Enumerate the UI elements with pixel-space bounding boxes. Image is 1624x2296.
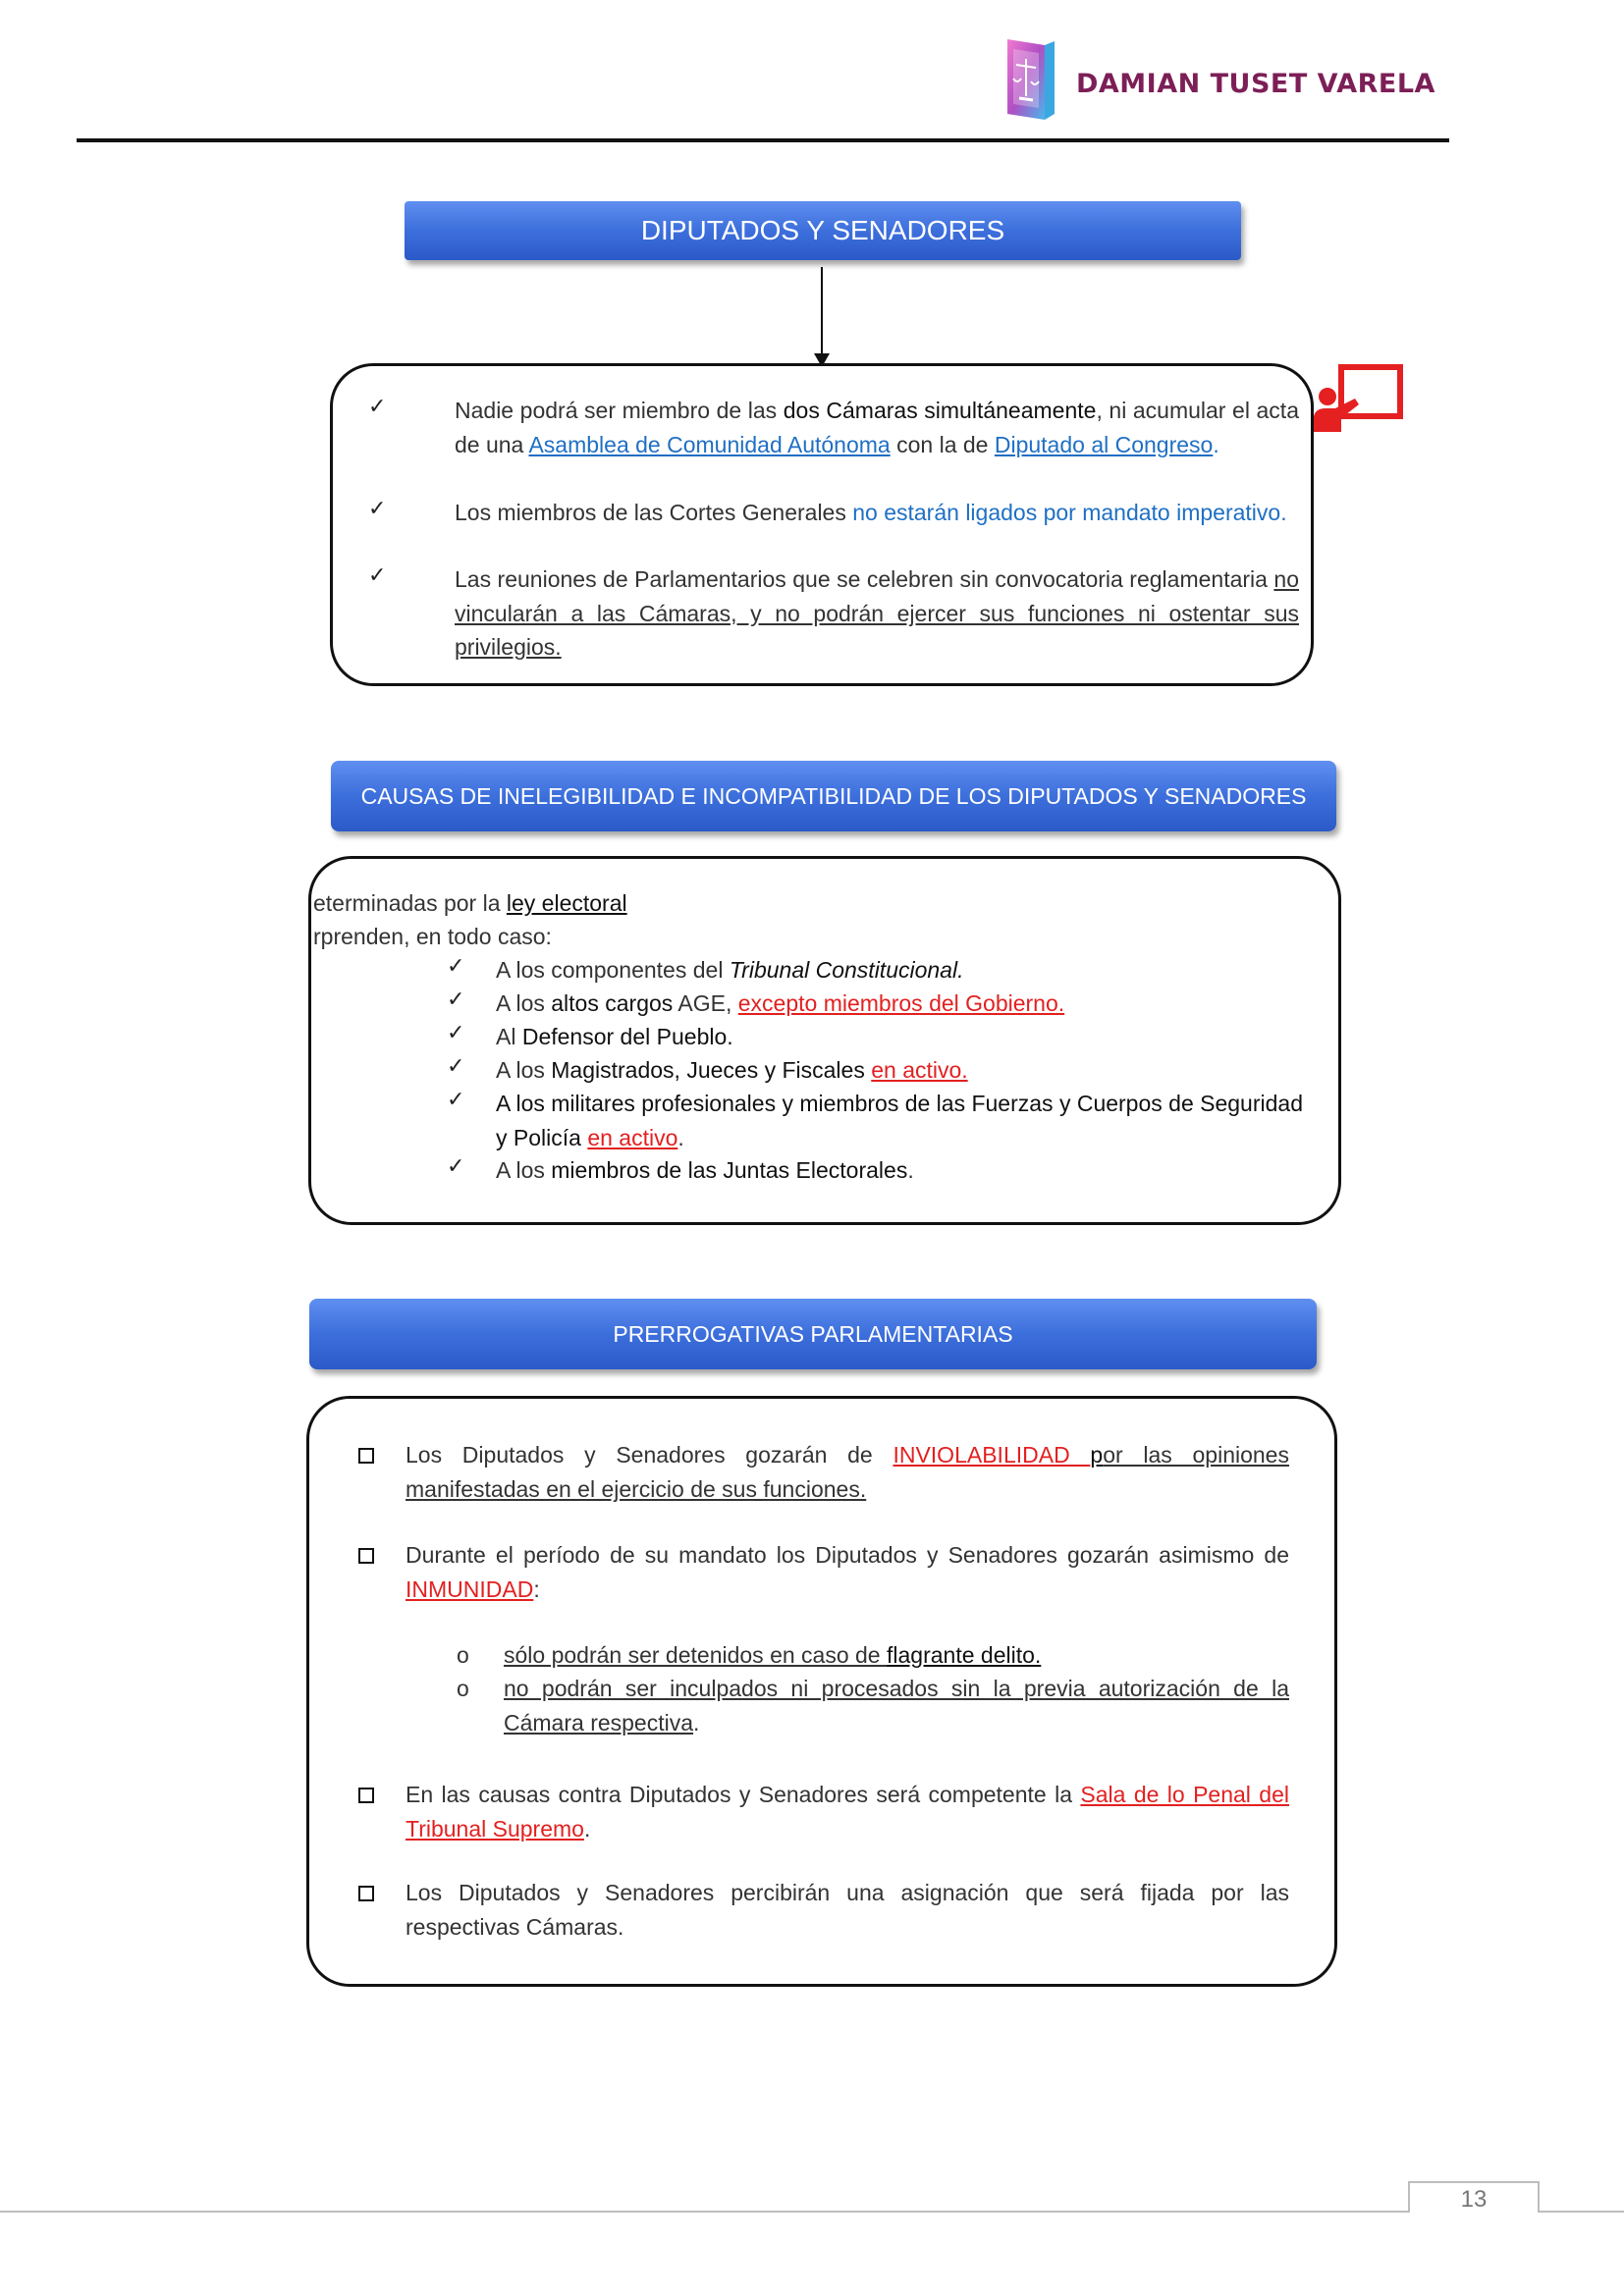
checkbox-bullet-icon: [358, 1448, 374, 1464]
list-item: Los Diputados y Senadores percibirán una asignación que será fijada por las respectivas Cámaras.: [406, 1880, 1289, 1940]
header-rule: [77, 138, 1449, 142]
prerrogativas-box: [306, 1396, 1337, 1987]
list-item: Al Defensor del Pueblo.: [496, 1024, 733, 1049]
checkmark-icon: ✓: [447, 987, 465, 1011]
list-item: A los Magistrados, Jueces y Fiscales en activo.: [496, 1057, 968, 1083]
checkbox-bullet-icon: [358, 1886, 374, 1901]
list-item: A los miembros de las Juntas Electorales.: [496, 1157, 914, 1183]
section-title-causas: CAUSAS DE INELEGIBILIDAD E INCOMPATIBILIDAD DE LOS DIPUTADOS Y SENADORES: [331, 761, 1336, 831]
list-item: Nadie podrá ser miembro de las dos Cámaras simultáneamente, ni acumular el acta de una Asamblea de Comunidad Autónoma con la de Diputado al Congreso.: [455, 398, 1299, 457]
scales-book-logo-icon: [1001, 35, 1060, 124]
list-item: En las causas contra Diputados y Senadores será competente la Sala de lo Penal del Tribunal Supremo.: [406, 1782, 1289, 1842]
checkmark-icon: ✓: [447, 953, 465, 978]
sub-bullet-icon: o: [457, 1642, 469, 1668]
section-title-diputados: DIPUTADOS Y SENADORES: [405, 201, 1241, 260]
checkmark-icon: ✓: [447, 1153, 465, 1178]
list-item: Las reuniones de Parlamentarios que se celebren sin convocatoria reglamentaria no vincularán a las Cámaras, y no podrán ejercer sus funciones ni ostentar sus privilegios.: [455, 566, 1299, 660]
checkmark-icon: ✓: [447, 1053, 465, 1078]
logo-text: DAMIAN TUSET VARELA: [1076, 69, 1435, 99]
sub-list-item: sólo podrán ser detenidos en caso de flagrante delito.: [504, 1642, 1042, 1668]
list-item: A los militares profesionales y miembros de las Fuerzas y Cuerpos de Seguridad y Policía en activo.: [496, 1091, 1303, 1150]
list-item: A los componentes del Tribunal Constitucional.: [496, 957, 964, 983]
list-item: Los Diputados y Senadores gozarán de INVIOLABILIDAD por las opiniones manifestadas en el ejercicio de sus funciones.: [406, 1442, 1289, 1502]
checkbox-bullet-icon: [358, 1788, 374, 1803]
list-item: Durante el período de su mandato los Diputados y Senadores gozarán asimismo de INMUNIDAD:: [406, 1542, 1289, 1602]
section-title-prerrogativas: PRERROGATIVAS PARLAMENTARIAS: [309, 1299, 1317, 1369]
checkbox-bullet-icon: [358, 1548, 374, 1564]
footer-rule: [0, 2211, 1624, 2213]
checkmark-icon: ✓: [368, 562, 387, 587]
causas-intro-line2: rprenden, en todo caso:: [313, 924, 552, 949]
checkmark-icon: ✓: [368, 496, 387, 520]
list-item: Los miembros de las Cortes Generales no estarán ligados por mandato imperativo.: [455, 500, 1287, 525]
checkmark-icon: ✓: [368, 394, 387, 418]
page-number: 13: [1408, 2181, 1540, 2213]
checkmark-icon: ✓: [447, 1087, 465, 1111]
sub-list-item: no podrán ser inculpados ni procesados sin la previa autorización de la Cámara respectiva.: [504, 1676, 1289, 1735]
logo: [1001, 35, 1434, 124]
presenter-teacher-icon: [1312, 363, 1406, 434]
diputados-box: [330, 363, 1314, 686]
connector-arrow-line: [821, 267, 823, 361]
causas-intro-line1: eterminadas por la ley electoral: [313, 890, 627, 916]
causas-box: [308, 856, 1341, 1225]
sub-bullet-icon: o: [457, 1676, 469, 1701]
checkmark-icon: ✓: [447, 1020, 465, 1044]
list-item: A los altos cargos AGE, excepto miembros del Gobierno.: [496, 990, 1065, 1016]
